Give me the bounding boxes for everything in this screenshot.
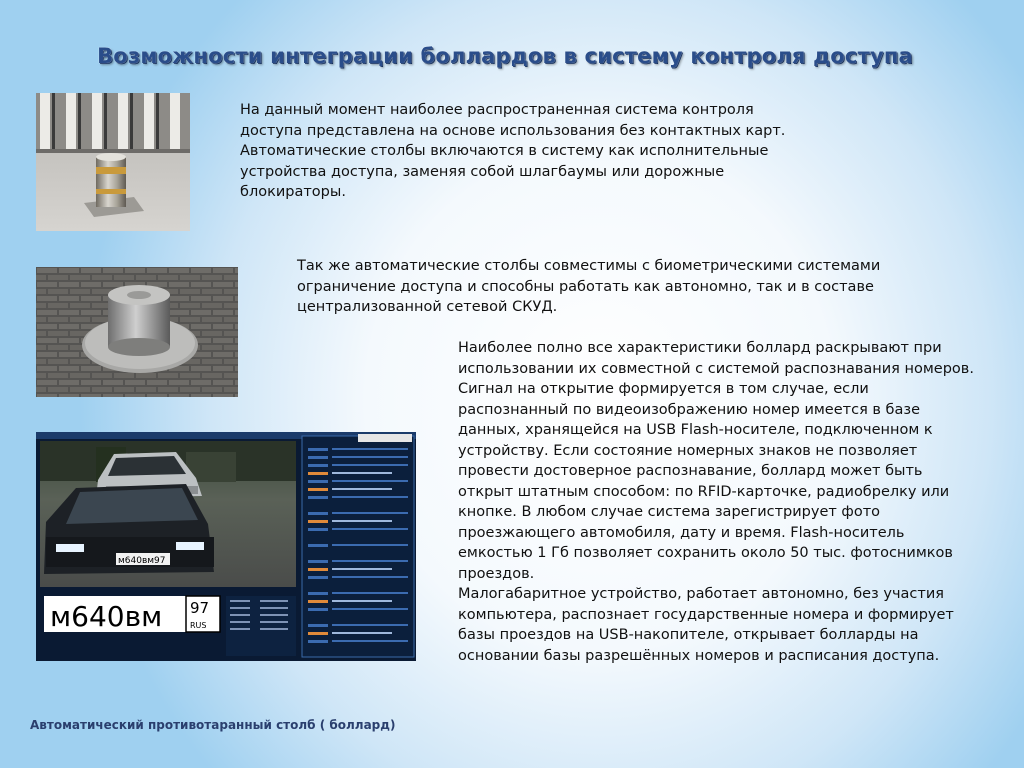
plate-region-text: 97 [190, 599, 210, 617]
plate-number-text: м640вм [50, 600, 163, 633]
paragraph-contactless: На данный момент наиболее распространенная система контроля доступа представлена на основе использования без контактных карт. Автоматические столбы включаются в систему как исполнительные устройства доступа, заменяя собой шлагбаумы или дорожные блокираторы. [240, 102, 786, 200]
small-plate-text: м640вм97 [118, 556, 166, 566]
slide-title: Возможности интеграции боллардов в систему контроля доступа [97, 44, 913, 68]
plate-country-text: RUS [190, 621, 207, 630]
plate-recognition-screenshot [36, 432, 416, 661]
bollard-photo-paving [36, 267, 238, 397]
paragraph-autonomous-device: Малогабаритное устройство, работает автономно, без участия компьютера, распознает государственные номера и формирует базы проездов на USB-накопителе, открывает болларды на основании базы разрешённых номеров и расписания доступа. [458, 586, 954, 664]
paragraph-biometric: Так же автоматические столбы совместимы с биометрическими системами ограничение доступа и способны работать как автономно, так и в составе централизованной сетевой СКУД. [297, 258, 881, 315]
paragraph-plate-recognition: Наиболее полно все характеристики боллард раскрывают при использовании их совместной с системой распознавания номеров. Сигнал на открытие формируется в том случае, если распознанный по видеоизображению номер имеется в базе данных, хранящейся на USB Flash-носителе, подключенном к устройству. Если состояние номерных знаков не позволяет провести достоверное распознавание, боллард может быть открыт штатным способом: по RFID-карточке, радиобрелку или кнопке. В любом случае система зарегистрирует фото проезжающего автомобиля, дату и время. Flash-носитель емкостью 1 Гб позволяет сохранить около 50 тыс. фотоснимков проездов. [458, 340, 974, 582]
slide-footer-caption: Автоматический противотаранный столб ( боллард) [30, 718, 396, 732]
bollard-photo-fence [36, 93, 190, 231]
